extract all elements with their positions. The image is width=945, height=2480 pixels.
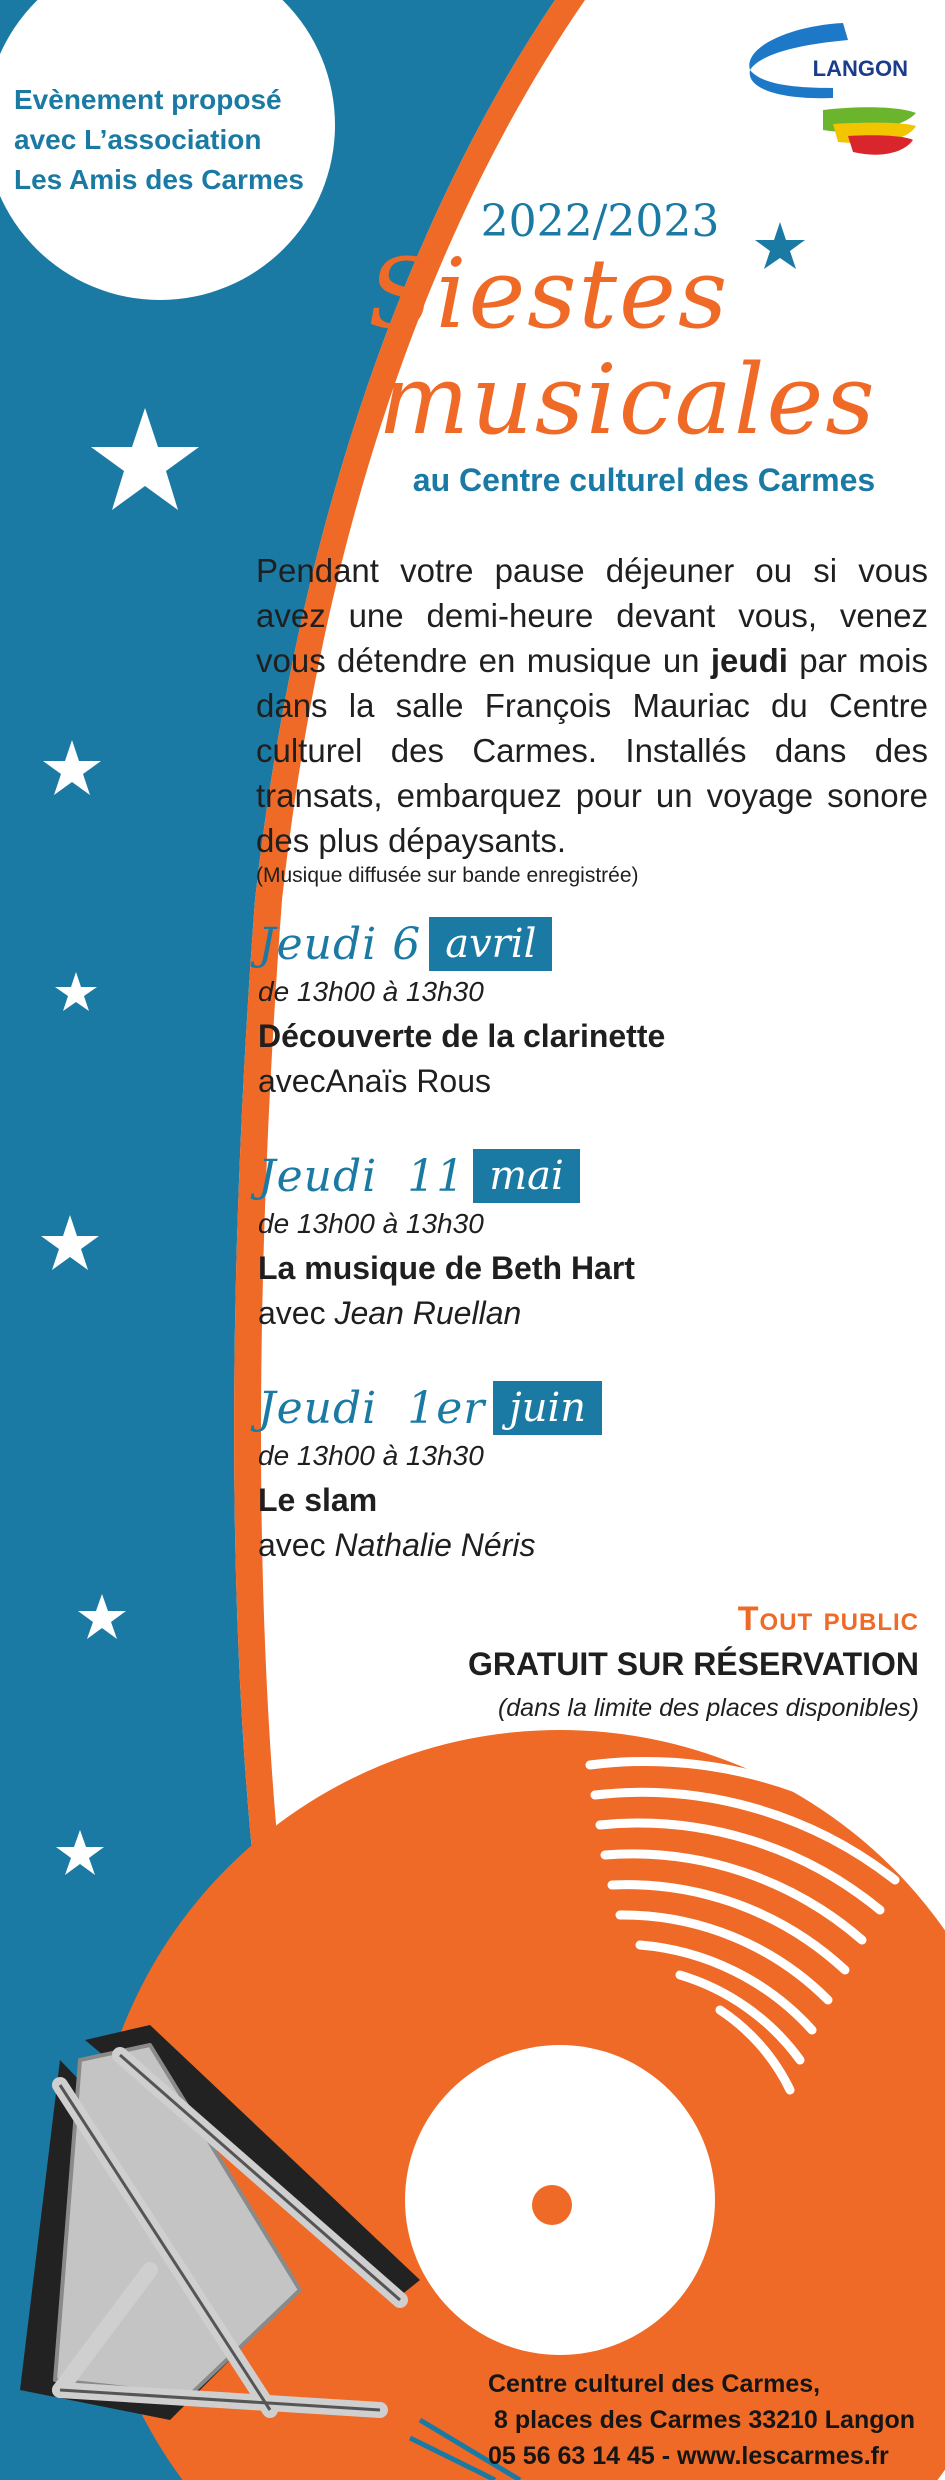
title-line-2: musicales xyxy=(378,344,877,456)
intro-bold-text: jeudi xyxy=(710,642,788,679)
event-time: de 13h00 à 13h30 xyxy=(258,1440,484,1471)
intro-note: (Musique diffusée sur bande enregistrée) xyxy=(256,864,639,887)
event-time: de 13h00 à 13h30 xyxy=(258,976,484,1007)
event-title: La musique de Beth Hart xyxy=(258,1250,635,1286)
event-month: mai xyxy=(473,1149,580,1203)
event-month: juin xyxy=(493,1381,602,1435)
event-artist-name: Jean Ruellan xyxy=(334,1295,522,1331)
event-heading xyxy=(258,1146,918,1206)
association-credit xyxy=(14,80,314,200)
event-day: Jeudi 1er xyxy=(258,1382,486,1434)
address-line: 8 places des Carmes 33210 Langon xyxy=(494,2406,916,2434)
event-artist-name: Nathalie Néris xyxy=(334,1527,536,1563)
event-artist xyxy=(258,1295,918,1332)
capacity-note: (dans la limite des places disponibles) xyxy=(497,1694,919,1722)
event-artist xyxy=(258,1527,918,1564)
event-day: Jeudi 6 xyxy=(258,918,422,970)
event-artist xyxy=(258,1063,918,1100)
event-artist-prefix: avecAnaïs Rous xyxy=(258,1063,492,1099)
event-heading xyxy=(258,914,918,974)
event-title: Le slam xyxy=(258,1482,378,1518)
event-title: Découverte de la clarinette xyxy=(258,1018,666,1054)
event-item xyxy=(258,1146,918,1332)
intro-text: Pendant votre pause déjeuner ou si vous avez une demi-heure devant vous, venez vous détendre en musique un xyxy=(256,552,928,679)
association-line: Evènement proposé xyxy=(14,84,282,115)
event-time: de 13h00 à 13h30 xyxy=(258,1208,484,1239)
logo-text: LANGON xyxy=(812,56,908,81)
intro-text: par mois dans la salle François Mauriac du Centre culturel des Carmes. Installés dans des transats, embarquez pour un voyage sonore des plus dépaysants. xyxy=(256,642,928,859)
venue-address xyxy=(488,2366,938,2474)
event-artist-prefix: avec xyxy=(258,1295,335,1331)
langon-logo-icon xyxy=(738,18,928,158)
event-month: avril xyxy=(429,917,552,971)
event-day: Jeudi 11 xyxy=(258,1150,466,1202)
event-item xyxy=(258,914,918,1100)
event-artist-prefix: avec xyxy=(258,1527,335,1563)
free-reservation-label: GRATUIT SUR RÉSERVATION xyxy=(468,1646,919,1682)
title-line-1: Siestes xyxy=(368,238,730,350)
season-label: 2022/2023 xyxy=(480,196,720,247)
address-line: Centre culturel des Carmes, xyxy=(488,2370,821,2398)
association-line: Les Amis des Carmes xyxy=(14,164,304,195)
association-line: avec L’association xyxy=(14,124,262,155)
contact-line: 05 56 63 14 45 - www.lescarmes.fr xyxy=(488,2442,889,2470)
intro-paragraph xyxy=(256,548,928,863)
event-heading xyxy=(258,1378,918,1438)
audience-label: Tout public xyxy=(737,1600,919,1638)
subtitle: au Centre culturel des Carmes xyxy=(412,462,876,498)
event-item xyxy=(258,1378,918,1564)
